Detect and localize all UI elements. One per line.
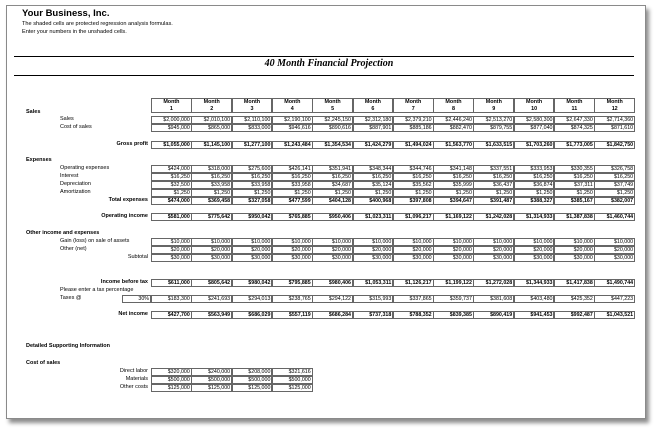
value-cell: $2,312,180: [353, 116, 394, 124]
value-cell: $1,250: [473, 189, 514, 197]
value-cell: $327,058: [232, 197, 273, 205]
value-cell: $1,053,311: [353, 279, 394, 287]
value-cell: $10,000: [353, 238, 394, 246]
value-cell: $16,250: [232, 173, 273, 181]
value-cell: $887,901: [353, 124, 394, 132]
value-cell: $1,250: [191, 189, 232, 197]
value-cell: $391,487: [473, 197, 514, 205]
value-cell: $879,755: [473, 124, 514, 132]
section-other-income: Other income and expenses: [26, 230, 100, 236]
month-number: 10: [531, 106, 538, 112]
month-number: 1: [169, 106, 173, 112]
value-cell: $1,145,100: [191, 141, 232, 149]
section-cost-of-sales: Cost of sales: [26, 360, 61, 366]
value-cell: $10,000: [433, 238, 474, 246]
value-cell: $30,000: [312, 254, 353, 262]
month-number: 7: [411, 106, 415, 112]
detail-value-cell: $125,000: [191, 384, 232, 392]
value-cell: $394,647: [433, 197, 474, 205]
business-name: Your Business, Inc.: [22, 8, 110, 19]
value-cell: $1,314,933: [514, 213, 555, 221]
tax-rate-input[interactable]: 30%: [122, 295, 151, 303]
value-cell: $2,513,270: [473, 116, 514, 124]
value-cell: $1,387,838: [554, 213, 595, 221]
value-cell: $795,885: [272, 279, 313, 287]
value-cell: $474,000: [151, 197, 192, 205]
value-cell: $36,437: [473, 181, 514, 189]
value-cell: $2,110,100: [232, 116, 273, 124]
value-cell: $1,842,750: [594, 141, 635, 149]
value-cell: $16,250: [272, 173, 313, 181]
value-cell: $369,458: [191, 197, 232, 205]
month-header-label: Month: [284, 99, 301, 105]
value-cell: $890,616: [312, 124, 353, 132]
detail-value-cell: $208,000: [232, 368, 273, 376]
value-cell: $1,703,260: [514, 141, 555, 149]
month-header: [433, 98, 474, 113]
tax-instruction: Please enter a tax percentage: [60, 287, 134, 293]
value-cell: $1,417,838: [554, 279, 595, 287]
month-header: [353, 98, 394, 113]
value-cell: $388,327: [514, 197, 555, 205]
month-header-label: Month: [485, 99, 502, 105]
value-cell: $294,122: [312, 295, 353, 303]
section-sales: Sales: [26, 109, 41, 115]
value-cell: $330,355: [554, 165, 595, 173]
row-label-income-before-tax: Income before tax: [100, 279, 148, 285]
value-cell: $333,953: [514, 165, 555, 173]
value-cell: $427,700: [151, 311, 192, 319]
row-label-net-income: Net income: [118, 311, 148, 317]
value-cell: $16,250: [393, 173, 434, 181]
value-cell: $16,250: [473, 173, 514, 181]
value-cell: $1,023,311: [353, 213, 394, 221]
value-cell: $16,250: [594, 173, 635, 181]
value-cell: $275,600: [232, 165, 273, 173]
value-cell: $980,406: [312, 279, 353, 287]
value-cell: $1,169,122: [433, 213, 474, 221]
value-cell: $1,250: [151, 189, 192, 197]
value-cell: $686,029: [232, 311, 273, 319]
value-cell: $20,000: [312, 246, 353, 254]
month-number: 5: [331, 106, 335, 112]
month-number: 3: [250, 106, 254, 112]
value-cell: $1,354,534: [312, 141, 353, 149]
value-cell: $2,580,300: [514, 116, 555, 124]
value-cell: $326,758: [594, 165, 635, 173]
value-cell: $426,141: [272, 165, 313, 173]
value-cell: $611,000: [151, 279, 192, 287]
detail-value-cell: $500,000: [232, 376, 273, 384]
value-cell: $1,242,028: [473, 213, 514, 221]
month-header-label: Month: [566, 99, 583, 105]
month-header-label: Month: [526, 99, 543, 105]
value-cell: $775,642: [191, 213, 232, 221]
value-cell: $34,687: [312, 181, 353, 189]
value-cell: $1,250: [312, 189, 353, 197]
value-cell: $10,000: [191, 238, 232, 246]
value-cell: $1,460,744: [594, 213, 635, 221]
month-number: 12: [611, 106, 618, 112]
value-cell: $33,958: [191, 181, 232, 189]
value-cell: $294,013: [232, 295, 273, 303]
detail-value-cell: $321,616: [272, 368, 313, 376]
value-cell: $865,000: [191, 124, 232, 132]
value-cell: $1,344,933: [514, 279, 555, 287]
value-cell: $839,385: [433, 311, 474, 319]
value-cell: $1,633,515: [473, 141, 514, 149]
value-cell: $10,000: [312, 238, 353, 246]
value-cell: $1,250: [353, 189, 394, 197]
value-cell: $950,042: [232, 213, 273, 221]
value-cell: $1,563,770: [433, 141, 474, 149]
detail-value-cell: $500,000: [151, 376, 192, 384]
value-cell: $344,746: [393, 165, 434, 173]
value-cell: $1,494,024: [393, 141, 434, 149]
value-cell: $16,250: [514, 173, 555, 181]
row-label-other-net: Other (net): [60, 246, 87, 252]
value-cell: $20,000: [433, 246, 474, 254]
value-cell: $2,000,000: [151, 116, 192, 124]
value-cell: $992,487: [554, 311, 595, 319]
value-cell: $241,693: [191, 295, 232, 303]
month-header-label: Month: [163, 99, 180, 105]
value-cell: $1,272,028: [473, 279, 514, 287]
value-cell: $2,647,330: [554, 116, 595, 124]
value-cell: $30,000: [554, 254, 595, 262]
month-header: [312, 98, 353, 113]
row-label-taxes: Taxes @: [60, 295, 82, 301]
value-cell: $16,250: [151, 173, 192, 181]
value-cell: $1,773,005: [554, 141, 595, 149]
value-cell: $16,250: [554, 173, 595, 181]
value-cell: $16,250: [353, 173, 394, 181]
month-header-label: Month: [606, 99, 623, 105]
value-cell: $337,865: [393, 295, 434, 303]
value-cell: $890,419: [473, 311, 514, 319]
section-expenses: Expenses: [26, 157, 52, 163]
month-number: 11: [571, 106, 578, 112]
value-cell: $1,250: [232, 189, 273, 197]
value-cell: $581,000: [151, 213, 192, 221]
value-cell: $563,949: [191, 311, 232, 319]
value-cell: $318,000: [191, 165, 232, 173]
value-cell: $1,250: [554, 189, 595, 197]
month-number: 4: [290, 106, 294, 112]
row-label-gain-loss: Gain (loss) on sale of assets: [60, 238, 130, 244]
value-cell: $788,352: [393, 311, 434, 319]
value-cell: $37,749: [594, 181, 635, 189]
value-cell: $1,250: [514, 189, 555, 197]
value-cell: $16,250: [433, 173, 474, 181]
row-label-cost-of-sales: Cost of sales: [60, 124, 92, 130]
value-cell: $10,000: [151, 238, 192, 246]
month-header: [554, 98, 595, 113]
value-cell: $315,993: [353, 295, 394, 303]
month-header: [272, 98, 313, 113]
value-cell: $10,000: [594, 238, 635, 246]
row-label-total-expenses: Total expenses: [108, 197, 148, 203]
value-cell: $425,352: [554, 295, 595, 303]
month-header-label: Month: [364, 99, 381, 105]
value-cell: $10,000: [473, 238, 514, 246]
value-cell: $30,000: [272, 254, 313, 262]
detail-value-cell: $320,000: [151, 368, 192, 376]
value-cell: $35,562: [393, 181, 434, 189]
value-cell: $2,714,360: [594, 116, 635, 124]
value-cell: $20,000: [594, 246, 635, 254]
month-header: [594, 98, 635, 113]
value-cell: $2,245,150: [312, 116, 353, 124]
month-header-label: Month: [445, 99, 462, 105]
value-cell: $10,000: [272, 238, 313, 246]
row-label-sales: Sales: [60, 116, 74, 122]
report-title: 40 Month Financial Projection: [264, 58, 394, 69]
detail-value-cell: $125,000: [232, 384, 273, 392]
row-label-amortization: Amortization: [60, 189, 91, 195]
value-cell: $1,424,279: [353, 141, 394, 149]
value-cell: $348,344: [353, 165, 394, 173]
value-cell: $1,250: [433, 189, 474, 197]
value-cell: $1,126,217: [393, 279, 434, 287]
value-cell: $337,551: [473, 165, 514, 173]
value-cell: $1,250: [393, 189, 434, 197]
value-cell: $385,167: [554, 197, 595, 205]
value-cell: $765,885: [272, 213, 313, 221]
detail-label-other-costs: Other costs: [119, 384, 148, 390]
month-number: 2: [210, 106, 214, 112]
detail-value-cell: $125,000: [151, 384, 192, 392]
value-cell: $950,406: [312, 213, 353, 221]
value-cell: $20,000: [272, 246, 313, 254]
value-cell: $35,999: [433, 181, 474, 189]
value-cell: $686,284: [312, 311, 353, 319]
value-cell: $20,000: [554, 246, 595, 254]
value-cell: $1,055,000: [151, 141, 192, 149]
month-header: [191, 98, 232, 113]
month-header: [473, 98, 514, 113]
row-label-interest: Interest: [60, 173, 79, 179]
value-cell: $30,000: [191, 254, 232, 262]
value-cell: $400,968: [353, 197, 394, 205]
detail-label-direct-labor: Direct labor: [119, 368, 148, 374]
value-cell: $945,000: [151, 124, 192, 132]
value-cell: $36,874: [514, 181, 555, 189]
value-cell: $16,250: [191, 173, 232, 181]
value-cell: $20,000: [473, 246, 514, 254]
value-cell: $403,480: [514, 295, 555, 303]
value-cell: $477,599: [272, 197, 313, 205]
detail-value-cell: $125,000: [272, 384, 313, 392]
value-cell: $16,250: [312, 173, 353, 181]
month-number: 9: [492, 106, 496, 112]
value-cell: $1,277,100: [232, 141, 273, 149]
value-cell: $2,010,100: [191, 116, 232, 124]
value-cell: $941,453: [514, 311, 555, 319]
detail-value-cell: $500,000: [272, 376, 313, 384]
value-cell: $1,243,484: [272, 141, 313, 149]
value-cell: $37,311: [554, 181, 595, 189]
value-cell: $2,379,210: [393, 116, 434, 124]
value-cell: $20,000: [191, 246, 232, 254]
month-header: [232, 98, 273, 113]
value-cell: $30,000: [473, 254, 514, 262]
value-cell: $10,000: [232, 238, 273, 246]
row-label-depreciation: Depreciation: [60, 181, 91, 187]
value-cell: $805,642: [191, 279, 232, 287]
row-label-operating-expenses: Operating expenses: [60, 165, 110, 171]
value-cell: $874,325: [554, 124, 595, 132]
value-cell: $381,608: [473, 295, 514, 303]
value-cell: $2,190,100: [272, 116, 313, 124]
value-cell: $10,000: [514, 238, 555, 246]
value-cell: $882,470: [433, 124, 474, 132]
value-cell: $404,128: [312, 197, 353, 205]
value-cell: $1,096,217: [393, 213, 434, 221]
row-label-subtotal: Subtotal: [127, 254, 148, 260]
month-number: 8: [451, 106, 455, 112]
value-cell: $351,941: [312, 165, 353, 173]
value-cell: $20,000: [353, 246, 394, 254]
value-cell: $833,000: [232, 124, 273, 132]
value-cell: $30,000: [514, 254, 555, 262]
value-cell: $20,000: [232, 246, 273, 254]
value-cell: $20,000: [514, 246, 555, 254]
value-cell: $1,043,521: [594, 311, 635, 319]
value-cell: $1,250: [594, 189, 635, 197]
value-cell: $30,000: [393, 254, 434, 262]
value-cell: $10,000: [554, 238, 595, 246]
value-cell: $877,040: [514, 124, 555, 132]
value-cell: $397,808: [393, 197, 434, 205]
value-cell: $10,000: [393, 238, 434, 246]
value-cell: $1,199,122: [433, 279, 474, 287]
value-cell: $35,124: [353, 181, 394, 189]
detail-value-cell: $500,000: [191, 376, 232, 384]
value-cell: $30,000: [353, 254, 394, 262]
value-cell: $2,446,240: [433, 116, 474, 124]
detail-value-cell: $240,000: [191, 368, 232, 376]
month-header-label: Month: [405, 99, 422, 105]
month-header: [151, 98, 192, 113]
month-number: 6: [371, 106, 375, 112]
value-cell: $359,737: [433, 295, 474, 303]
month-header: [514, 98, 555, 113]
value-cell: $557,119: [272, 311, 313, 319]
value-cell: $30,000: [594, 254, 635, 262]
value-cell: $1,250: [272, 189, 313, 197]
value-cell: $20,000: [393, 246, 434, 254]
value-cell: $1,490,744: [594, 279, 635, 287]
value-cell: $30,000: [433, 254, 474, 262]
value-cell: $382,007: [594, 197, 635, 205]
month-header-label: Month: [203, 99, 220, 105]
month-header: [393, 98, 434, 113]
value-cell: $980,042: [232, 279, 273, 287]
value-cell: $885,186: [393, 124, 434, 132]
value-cell: $871,610: [594, 124, 635, 132]
value-cell: $33,958: [232, 181, 273, 189]
value-cell: $946,616: [272, 124, 313, 132]
value-cell: $33,958: [272, 181, 313, 189]
value-cell: $238,765: [272, 295, 313, 303]
value-cell: $447,223: [594, 295, 635, 303]
value-cell: $341,148: [433, 165, 474, 173]
value-cell: $30,000: [151, 254, 192, 262]
month-header-label: Month: [243, 99, 261, 105]
value-cell: $20,000: [151, 246, 192, 254]
value-cell: $183,300: [151, 295, 192, 303]
value-cell: $32,500: [151, 181, 192, 189]
instructions-line-1: The shaded cells are protected regression analysis formulas.: [22, 21, 173, 27]
detail-label-materials: Materials: [125, 376, 148, 382]
row-label-gross-profit: Gross profit: [116, 141, 148, 147]
instructions-line-2: Enter your numbers in the unshaded cells.: [22, 29, 127, 35]
row-label-operating-income: Operating income: [101, 213, 148, 219]
value-cell: $737,318: [353, 311, 394, 319]
value-cell: $30,000: [232, 254, 273, 262]
value-cell: $424,000: [151, 165, 192, 173]
month-header-label: Month: [324, 99, 341, 105]
section-detail: Detailed Supporting Information: [26, 343, 111, 349]
